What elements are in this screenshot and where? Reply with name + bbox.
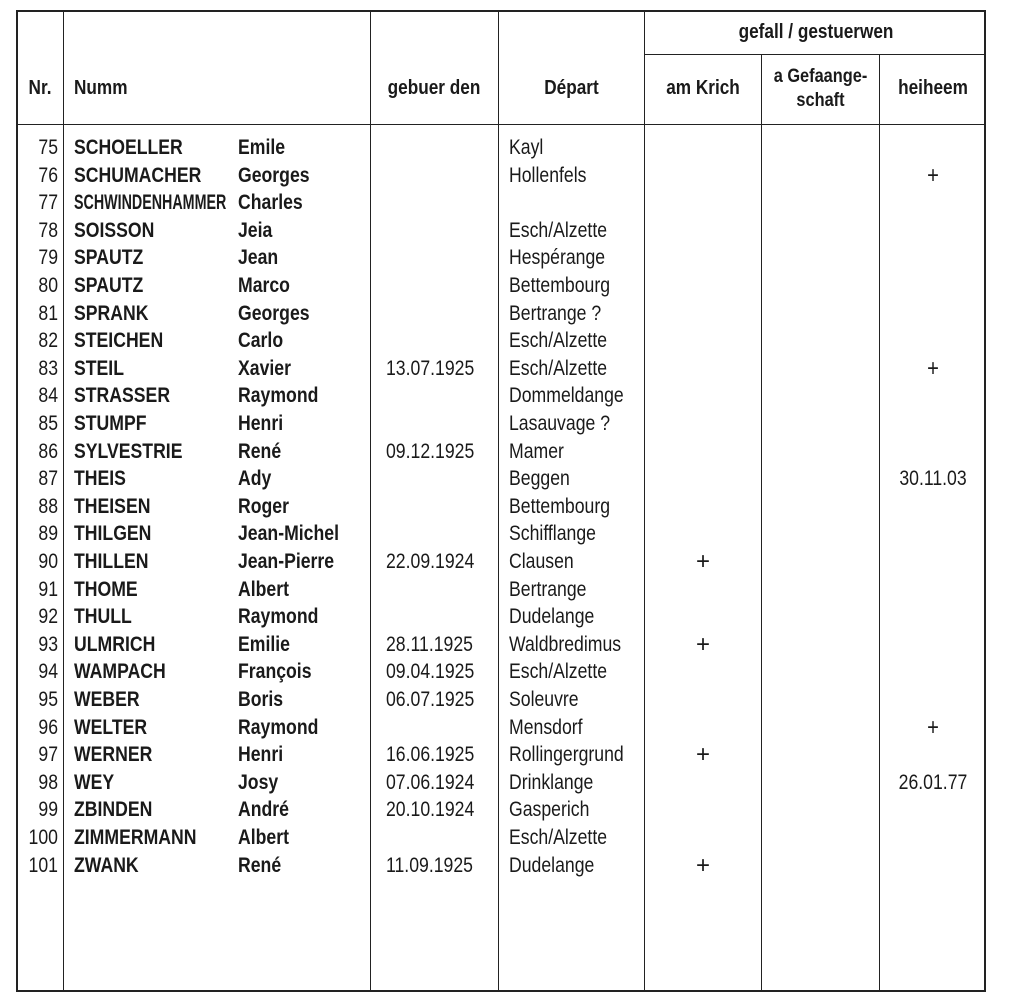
depart-cell: Esch/Alzette (509, 356, 608, 380)
depart-cell: Schifflange (509, 522, 596, 546)
died-at-home-cell: + (927, 713, 939, 741)
table-row (0, 189, 1019, 217)
surname-cell: STUMPF (74, 412, 147, 435)
surname-cell: THILGEN (74, 522, 152, 546)
died-at-home-cell: + (927, 354, 939, 382)
row-number: 100 (28, 826, 58, 849)
depart-cell: Esch/Alzette (509, 826, 608, 849)
first-name-cell: René (238, 439, 282, 463)
fallen-in-war-cell: + (695, 630, 710, 658)
depart-cell: Mamer (509, 439, 564, 463)
birth-date-cell: 11.09.1925 (386, 853, 473, 877)
depart-cell: Drinklange (509, 770, 594, 794)
depart-cell: Waldbredimus (509, 632, 622, 656)
row-number: 78 (38, 218, 58, 242)
header-numm: Numm (74, 77, 128, 99)
header-heiheem: heiheem (898, 77, 968, 99)
depart-cell: Esch/Alzette (509, 329, 608, 353)
row-number: 76 (38, 163, 58, 187)
table-row (0, 796, 1019, 824)
first-name-cell: Raymond (238, 384, 319, 408)
table-row (0, 520, 1019, 548)
row-number: 86 (38, 439, 58, 463)
depart-cell: Mensdorf (509, 715, 583, 739)
surname-cell: SCHUMACHER (74, 163, 202, 187)
first-name-cell: François (238, 660, 312, 684)
birth-date-cell: 20.10.1924 (386, 798, 475, 822)
first-name-cell: Carlo (238, 329, 284, 353)
depart-cell: Lasauvage ? (509, 412, 611, 435)
depart-cell: Dudelange (509, 605, 595, 629)
birth-date-cell: 09.04.1925 (386, 660, 475, 684)
depart-cell: Kayl (509, 136, 544, 159)
first-name-cell: Ady (238, 467, 272, 491)
table-row (0, 741, 1019, 769)
surname-cell: THOME (74, 577, 138, 601)
surname-cell: SCHOELLER (74, 136, 183, 159)
row-number: 83 (38, 356, 58, 380)
first-name-cell: Josy (238, 770, 279, 794)
table-row (0, 631, 1019, 659)
row-number: 80 (38, 274, 58, 297)
header-gebuer-den: gebuer den (387, 77, 481, 99)
birth-date-cell: 13.07.1925 (386, 356, 475, 380)
fallen-in-war-cell: + (695, 548, 710, 575)
table-row (0, 410, 1019, 438)
depart-cell: Bettembourg (509, 274, 611, 297)
surname-cell: THULL (74, 605, 132, 629)
surname-cell: ZIMMERMANN (74, 826, 197, 849)
table-row (0, 852, 1019, 880)
row-number: 96 (38, 715, 58, 739)
header-gefaangeschaft-line2: schaft (796, 90, 845, 111)
depart-cell: Dommeldange (509, 384, 624, 408)
first-name-cell: André (238, 798, 289, 822)
row-number: 81 (38, 301, 58, 325)
depart-cell: Bertrange ? (509, 301, 602, 325)
table-row (0, 162, 1019, 190)
died-at-home-cell: + (927, 161, 939, 189)
table-row (0, 769, 1019, 797)
surname-cell: SYLVESTRIE (74, 439, 183, 463)
row-number: 88 (38, 494, 58, 518)
birth-date-cell: 16.06.1925 (386, 743, 475, 767)
depart-cell: Gasperich (509, 798, 590, 822)
surname-cell: ZBINDEN (74, 798, 153, 822)
surname-cell: STRASSER (74, 384, 171, 408)
surname-cell: WAMPACH (74, 660, 166, 684)
surname-cell: WEBER (74, 688, 140, 711)
depart-cell: Esch/Alzette (509, 218, 608, 242)
row-number: 91 (38, 577, 58, 601)
row-number: 75 (38, 136, 58, 159)
table-row (0, 686, 1019, 714)
first-name-cell: Jean-Pierre (238, 550, 335, 573)
first-name-cell: Jean (238, 246, 279, 270)
first-name-cell: Roger (238, 494, 289, 518)
depart-cell: Bettembourg (509, 494, 611, 518)
depart-cell: Hespérange (509, 246, 606, 270)
first-name-cell: Emile (238, 136, 286, 159)
depart-cell: Rollingergrund (509, 743, 624, 767)
surname-cell: THEISEN (74, 494, 151, 518)
header-gefaangeschaft-line1: a Gefaange- (773, 66, 868, 87)
first-name-cell: Jeia (238, 218, 273, 242)
surname-cell: ZWANK (74, 853, 139, 877)
first-name-cell: Georges (238, 163, 310, 187)
row-number: 101 (28, 853, 58, 877)
first-name-cell: Jean-Michel (238, 522, 339, 546)
table-row (0, 438, 1019, 466)
row-number: 98 (38, 770, 58, 794)
surname-cell: ULMRICH (74, 632, 156, 656)
first-name-cell: Georges (238, 301, 310, 325)
table-row (0, 382, 1019, 410)
table-row (0, 658, 1019, 686)
depart-cell: Clausen (509, 550, 574, 573)
row-number: 89 (38, 522, 58, 546)
row-number: 90 (38, 550, 58, 573)
table-row (0, 300, 1019, 328)
row-number: 82 (38, 329, 58, 353)
surname-cell: THEIS (74, 467, 126, 491)
table-row (0, 355, 1019, 383)
table-row (0, 134, 1019, 162)
row-number: 79 (38, 246, 58, 270)
surname-cell: SPRANK (74, 301, 149, 325)
table-row (0, 576, 1019, 604)
header-gefall-gestuerwen: gefall / gestuerwen (738, 21, 894, 43)
surname-cell: SOISSON (74, 218, 155, 242)
table-row (0, 217, 1019, 245)
depart-cell: Beggen (509, 467, 570, 491)
first-name-cell: Raymond (238, 715, 319, 739)
first-name-cell: Charles (238, 191, 303, 215)
birth-date-cell: 28.11.1925 (386, 632, 473, 656)
row-number: 97 (38, 743, 58, 767)
table-row (0, 824, 1019, 852)
depart-cell: Soleuvre (509, 688, 579, 711)
table-row (0, 493, 1019, 521)
row-number: 95 (38, 688, 58, 711)
first-name-cell: Raymond (238, 605, 319, 629)
table-row (0, 272, 1019, 300)
died-at-home-cell: 30.11.03 (899, 467, 967, 491)
depart-cell: Hollenfels (509, 163, 587, 187)
first-name-cell: Marco (238, 274, 290, 297)
row-number: 99 (38, 798, 58, 822)
surname-cell: STEIL (74, 356, 124, 380)
header-am-krich: am Krich (666, 77, 740, 99)
surname-cell: THILLEN (74, 550, 149, 573)
surname-cell: WEY (74, 770, 115, 794)
table-row (0, 327, 1019, 355)
row-number: 77 (38, 191, 58, 215)
table-row (0, 714, 1019, 742)
died-at-home-cell: 26.01.77 (898, 770, 968, 794)
birth-date-cell: 09.12.1925 (386, 439, 475, 463)
surname-cell: WELTER (74, 715, 148, 739)
table-row (0, 465, 1019, 493)
first-name-cell: Albert (238, 826, 289, 849)
first-name-cell: Henri (238, 743, 284, 767)
row-number: 84 (38, 384, 58, 408)
birth-date-cell: 22.09.1924 (386, 550, 475, 573)
birth-date-cell: 07.06.1924 (386, 770, 475, 794)
table-row (0, 244, 1019, 272)
header-nr: Nr. (28, 77, 52, 99)
surname-cell: STEICHEN (74, 329, 164, 353)
row-number: 93 (38, 632, 58, 656)
table-row (0, 603, 1019, 631)
row-number: 87 (38, 467, 58, 491)
surname-cell: SPAUTZ (74, 246, 144, 270)
header-depart: Départ (544, 77, 599, 99)
row-number: 85 (38, 412, 58, 435)
depart-cell: Dudelange (509, 853, 595, 877)
row-number: 94 (38, 660, 58, 684)
first-name-cell: Xavier (238, 356, 291, 380)
table-row (0, 548, 1019, 576)
surname-cell: SCHWINDENHAMMER (74, 191, 227, 215)
depart-cell: Esch/Alzette (509, 660, 608, 684)
birth-date-cell: 06.07.1925 (386, 688, 475, 711)
first-name-cell: Boris (238, 688, 284, 711)
depart-cell: Bertrange (509, 577, 587, 601)
first-name-cell: Emilie (238, 632, 290, 656)
surname-cell: SPAUTZ (74, 274, 144, 297)
fallen-in-war-cell: + (695, 741, 710, 769)
row-number: 92 (38, 605, 58, 629)
first-name-cell: Albert (238, 577, 289, 601)
surname-cell: WERNER (74, 743, 153, 767)
first-name-cell: Henri (238, 412, 284, 435)
first-name-cell: René (238, 853, 282, 877)
fallen-in-war-cell: + (695, 851, 710, 879)
